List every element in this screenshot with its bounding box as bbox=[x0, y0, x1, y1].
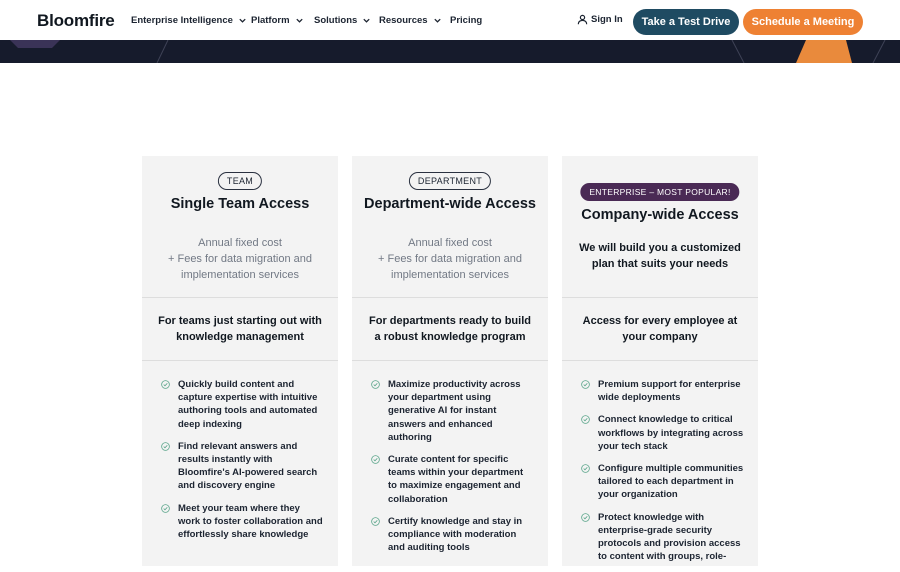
plan-badge: TEAM bbox=[218, 172, 262, 190]
plan-badge: DEPARTMENT bbox=[409, 172, 491, 190]
check-circle-icon bbox=[581, 415, 590, 424]
most-popular-badge: ENTERPRISE – MOST POPULAR! bbox=[580, 183, 739, 201]
feature-text: Maximize productivity across your department using generative AI for instant answers and enhanced authoring bbox=[388, 379, 521, 443]
feature-item bbox=[371, 378, 534, 444]
price-line: + Fees for data migration and implementation services bbox=[378, 253, 522, 281]
divider bbox=[142, 297, 338, 298]
chevron-down-icon bbox=[238, 16, 247, 25]
take-a-test-drive-button[interactable]: Take a Test Drive bbox=[633, 9, 739, 35]
divider bbox=[562, 297, 758, 298]
pricing-card-team bbox=[142, 156, 338, 566]
check-circle-icon bbox=[371, 455, 380, 464]
feature-text: Certify knowledge and stay in compliance with moderation and auditing tools bbox=[388, 515, 523, 554]
feature-item bbox=[161, 440, 324, 493]
plan-title: Company-wide Access bbox=[581, 207, 739, 223]
check-circle-icon bbox=[371, 517, 380, 526]
feature-item bbox=[371, 453, 534, 506]
feature-item bbox=[161, 502, 324, 542]
feature-list bbox=[371, 378, 534, 563]
divider bbox=[352, 360, 548, 361]
nav-platform[interactable] bbox=[251, 15, 314, 26]
check-circle-icon bbox=[161, 442, 170, 451]
nav-label: Resources bbox=[379, 15, 428, 26]
feature-item bbox=[581, 462, 744, 502]
nav-resources[interactable] bbox=[379, 15, 450, 26]
nav-solutions[interactable] bbox=[314, 15, 379, 26]
check-circle-icon bbox=[161, 380, 170, 389]
hero-banner bbox=[0, 40, 900, 63]
sign-in-label: Sign In bbox=[591, 14, 623, 25]
feature-item bbox=[581, 413, 744, 453]
plan-audience: Access for every employee at your company bbox=[582, 315, 738, 343]
price-line: Annual fixed cost bbox=[408, 237, 492, 249]
bloomfire-logo[interactable]: Bloomfire bbox=[37, 11, 115, 30]
chevron-down-icon bbox=[295, 16, 304, 25]
plan-price: We will build you a customized plan that suits your needs bbox=[579, 242, 741, 270]
feature-text: Meet your team where they work to foster collaboration and effortlessly share knowledge bbox=[178, 502, 323, 541]
pricing-card-enterprise bbox=[562, 156, 758, 566]
nav-label: Pricing bbox=[450, 15, 483, 26]
check-circle-icon bbox=[581, 380, 590, 389]
pricing-card-department bbox=[352, 156, 548, 566]
feature-text: Protect knowledge with enterprise-grade security protocols and provision access to content with groups, role- bbox=[598, 511, 741, 563]
feature-text: Find relevant answers and results instantly with Bloomfire's AI-powered search and discovery engine bbox=[178, 440, 318, 492]
top-navigation-bar bbox=[0, 0, 900, 40]
price-line: Annual fixed cost bbox=[198, 237, 282, 249]
user-icon bbox=[577, 14, 588, 25]
feature-list bbox=[161, 378, 324, 550]
feature-text: Curate content for specific teams within your department to maximize engagement and collaboration bbox=[388, 454, 524, 505]
sign-in-link[interactable] bbox=[577, 14, 623, 25]
feature-item bbox=[161, 378, 324, 431]
feature-text: Premium support for enterprise wide deployments bbox=[598, 379, 741, 404]
feature-text: Connect knowledge to critical workflows by integrating across your tech stack bbox=[598, 414, 744, 452]
plan-title: Single Team Access bbox=[170, 196, 310, 212]
nav-pricing[interactable] bbox=[450, 15, 482, 26]
divider bbox=[562, 360, 758, 361]
schedule-a-meeting-button[interactable]: Schedule a Meeting bbox=[743, 9, 863, 35]
feature-list bbox=[581, 378, 744, 572]
chevron-down-icon bbox=[362, 16, 371, 25]
feature-item bbox=[581, 511, 744, 564]
check-circle-icon bbox=[371, 380, 380, 389]
nav-enterprise-intelligence[interactable] bbox=[131, 15, 251, 26]
nav-label: Solutions bbox=[314, 15, 358, 26]
plan-price bbox=[154, 235, 326, 283]
plan-title: Department-wide Access bbox=[364, 196, 536, 212]
price-line: + Fees for data migration and implementation services bbox=[168, 253, 312, 281]
plan-price bbox=[364, 235, 536, 283]
check-circle-icon bbox=[581, 464, 590, 473]
feature-item bbox=[581, 378, 744, 404]
plan-audience: For teams just starting out with knowledge management bbox=[158, 315, 322, 343]
feature-item bbox=[371, 515, 534, 555]
check-circle-icon bbox=[581, 513, 590, 522]
plan-audience: For departments ready to build a robust knowledge program bbox=[369, 315, 531, 343]
feature-text: Quickly build content and capture expertise with intuitive authoring tools and automated deep indexing bbox=[178, 379, 318, 430]
divider bbox=[352, 297, 548, 298]
nav-label: Platform bbox=[251, 15, 290, 26]
feature-text: Configure multiple communities tailored to each department in your organization bbox=[598, 463, 744, 501]
main-nav bbox=[131, 15, 482, 26]
divider bbox=[142, 360, 338, 361]
chevron-down-icon bbox=[433, 16, 442, 25]
check-circle-icon bbox=[161, 504, 170, 513]
nav-label: Enterprise Intelligence bbox=[131, 15, 233, 26]
decorative-shapes bbox=[0, 40, 900, 63]
